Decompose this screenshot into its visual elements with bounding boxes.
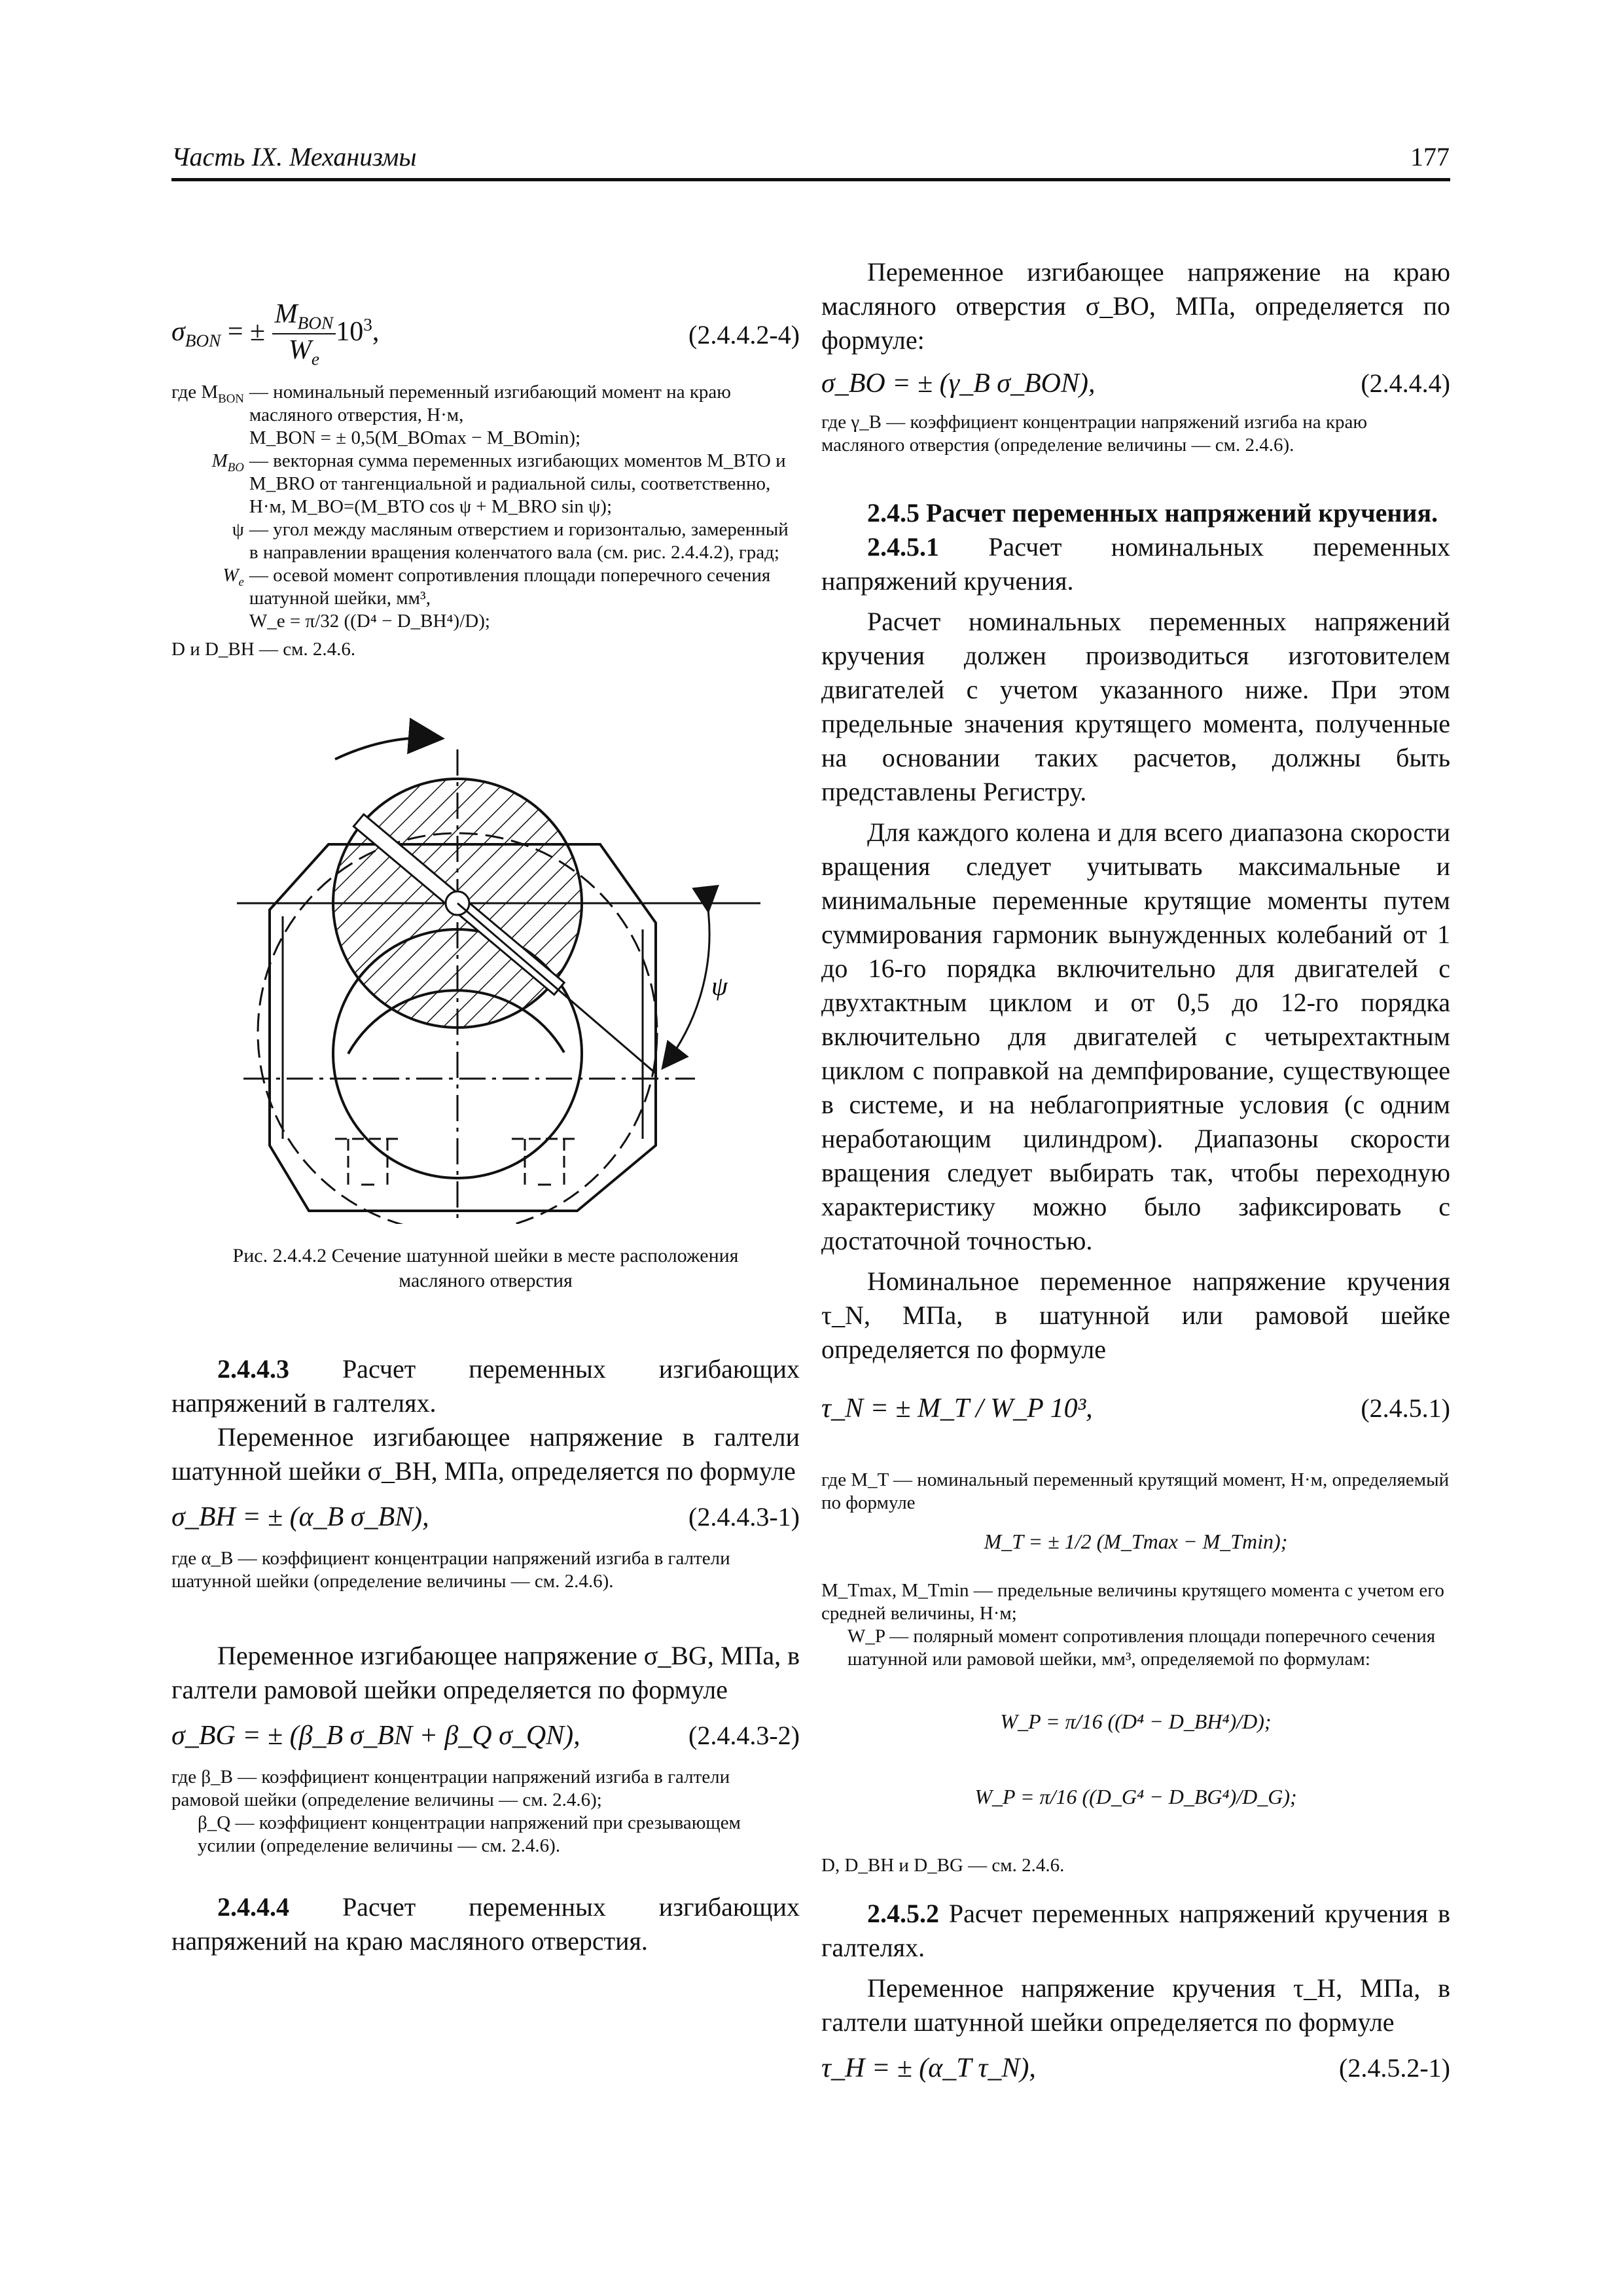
formula-mt: M_T = ± 1/2 (M_Tmax − M_Tmin); [984,1530,1288,1553]
paragraph-bh: Переменное изгибающее напряжение в галтели шатунной шейки σ_BH, МПа, определяется по формуле [171,1422,800,1486]
section-2-4-4-3-heading: 2.4.4.3 Расчет переменных изгибающих напряжений в галтелях. [171,1354,800,1418]
formula-2-4-5-2-1: τ_H = ± (α_T τ_N), (2.4.5.2-1) [821,2053,1450,2083]
figure-journal-section [171,687,800,1224]
formula-2-4-5-1: τ_N = ± M_T / W_P 10³, (2.4.5.1) [821,1393,1450,1424]
where-list-2: где α_B — коэффициент концентрации напряжений изгиба в галтели шатунной шейки (определение величины — см. 2.4.6). [171,1548,730,1592]
paragraph-bg: Переменное изгибающее напряжение σ_BG, МПа, в галтели рамовой шейки определяется по формуле [171,1641,800,1704]
formula-2-4-4-3-1: σ_BH = ± (α_B σ_BN), (2.4.4.3-1) [171,1502,800,1532]
paragraph-bo: Переменное изгибающее напряжение на краю масляного отверстия σ_BO, МПа, определяется по формуле: [821,257,1450,355]
formula-2-4-4-4: σ_BO = ± (γ_B σ_BON), (2.4.4.4) [821,368,1450,399]
figure-psi-label: ψ [711,971,728,1001]
formula-2-4-4-2-4: $\sigma_{BON}$ = ± $\frac{M_{BON}}{W_e}$ $10^3$, (2.4.4.2-4) [171,299,800,369]
section-2-4-5-heading: 2.4.5 Расчет переменных напряжений кручения. [867,498,1438,528]
journal-section-drawing [171,687,800,1224]
section-2-4-4-4-heading: 2.4.4.4 Расчет переменных изгибающих напряжений на краю масляного отверстия. [171,1892,800,1956]
formula-wp-2: W_P = π/16 ((D_G⁴ − D_BG⁴)/D_G); [974,1785,1297,1808]
paragraph-3: Номинальное переменное напряжение кручения τ_N, МПа, в шатунной или рамовой шейке определяется по формуле [821,1266,1450,1364]
formula-wp-1: W_P = π/16 ((D⁴ − D_BH⁴)/D); [1000,1710,1272,1733]
see-reference-2: D, D_BH и D_BG — см. 2.4.6. [821,1855,1065,1876]
section-2-4-5-2-heading: 2.4.5.2 Расчет переменных напряжений кручения в галтелях. [821,1899,1450,1962]
where-list-1: где $M_{BON}$ — номинальный переменный изгибающий момент на краю масляного отверстия, Н·м, M_BON = ± 0,5(M_BOmax − M_BOmin); $M_{BO}$ — векторная сумма переменных изгибающих моментов M_BTO и M_BRO от тангенциальной и радиальной силы, соответственно, Н·м, M_BO=(M_BTO cos ψ + M_BRO sin ψ); ψ — угол между масляным отверстием и горизонталью, замеренный в направлении вращения коленчатого вала (см. рис. 2.4.4.2), град; $W_e$ — осевой момент сопротивления площади поперечного сечения шатунной шейки, мм³, W_e = π/32 ((D⁴ − D_BH⁴)/D); [171,382,789,632]
formula-2-4-4-3-2: σ_BG = ± (β_B σ_BN + β_Q σ_QN), (2.4.4.3-2) [171,1721,800,1751]
right-column [821,255,1450,2098]
see-reference-1: D и D_BH — см. 2.4.6. [171,639,356,660]
page-number: 177 [1410,142,1450,171]
where-list-3b: β_Q — коэффициент концентрации напряжений при срезывающем усилии (определение величины — см. 2.4.6). [198,1812,741,1856]
header-rule [171,178,1450,181]
where-list-5c: W_P — полярный момент сопротивления площади поперечного сечения шатунной или рамовой шейки, мм³, определяемой по формулам: [847,1626,1436,1670]
paragraph-2: Для каждого колена и для всего диапазона скорости вращения следует учитывать максимальные и минимальные переменные крутящие моменты путем суммирования гармоник вынужденных колебаний от 1 до 16-го порядка включительно для двигателей с двухтактным циклом и от 0,5 до 12-го порядка включительно для двигателей с четырехтактным циклом с поправкой на демпфирование, существующее в системе, и на неблагоприятные условия (с одним неработающим цилиндром). Диапазоны скорости вращения следует выбирать так, чтобы переходную характеристику можно было зафиксировать с достаточной точностью. [821,817,1450,1255]
figure-caption: Рис. 2.4.4.2 Сечение шатунной шейки в месте расположения масляного отверстия [232,1245,739,1291]
paragraph-4: Переменное напряжение кручения τ_H, МПа, в галтели шатунной шейки определяется по формуле [821,1973,1450,2037]
left-column [171,262,800,1958]
where-list-4: где γ_B — коэффициент концентрации напряжений изгиба на краю масляного отверстия (определение величины — см. 2.4.6). [821,412,1368,456]
where-list-5b: M_Tmax, M_Tmin — предельные величины крутящего момента с учетом его средней величины, Н·м; [821,1580,1444,1624]
where-list-3a: где β_B — коэффициент концентрации напряжений изгиба в галтели рамовой шейки (определение величины — см. 2.4.6); [171,1767,730,1810]
where-list-5a: где M_T — номинальный переменный крутящий момент, Н·м, определяемый по формуле [821,1469,1450,1513]
running-header-title: Часть IX. Механизмы [171,142,417,171]
paragraph-1: Расчет номинальных переменных напряжений кручения должен производиться изготовителем двигателей с учетом указанного ниже. При этом предельные значения крутящего момента, полученные на основании таких расчетов, должны быть представлены Регистру. [821,607,1450,806]
section-2-4-5-1-heading: 2.4.5.1 Расчет номинальных переменных напряжений кручения. [821,532,1450,596]
